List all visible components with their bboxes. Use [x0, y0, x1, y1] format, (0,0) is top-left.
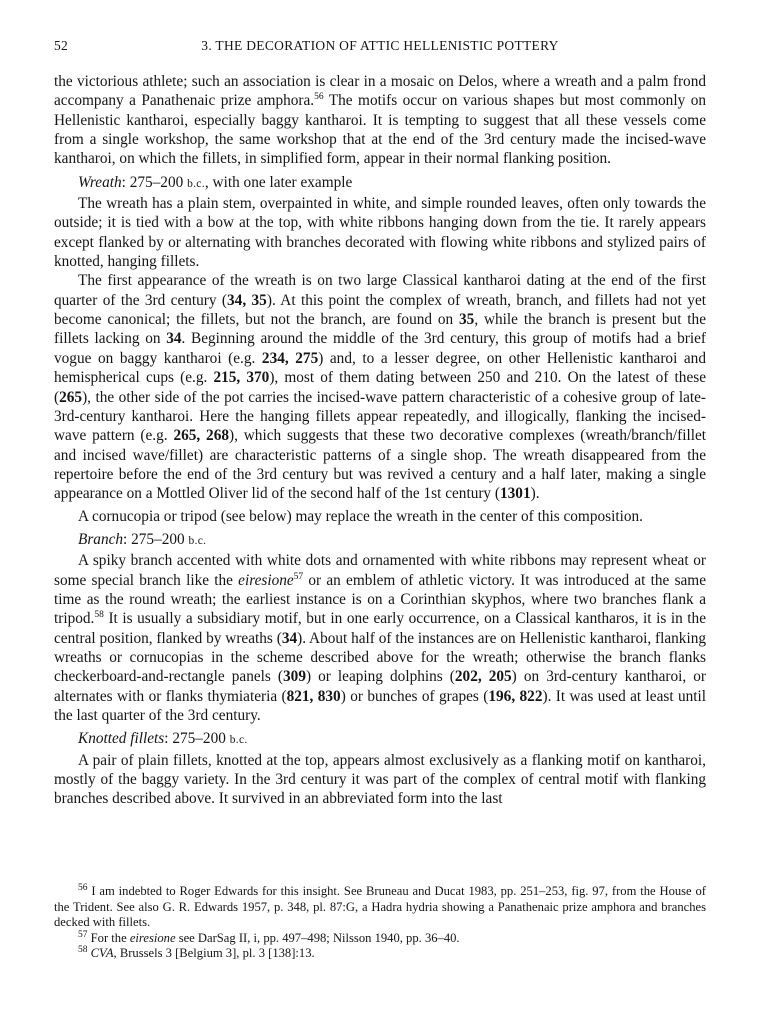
section-heading-knotted-fillets: Knotted fillets: 275–200 b.c. [78, 730, 248, 748]
catalogue-ref: 265, 268 [173, 427, 229, 445]
paragraph: the victorious athlete; such an association is clear in a mosaic on Delos, where a wreath and a palm frond accompany a Panathenaic prize amphora.$^{56}$ The motifs occur on various shapes but most commonly on Hellenistic kantharoi, especially baggy kantharoi. It is tempting to suggest that all these vessels come from a single workshop, the same workshop that at the end of the 3rd century made the incised-wave kantharoi, on which the fillets, in simplified form, appear in their normal flanking position. [54, 73, 706, 168]
running-title: 3. THE DECORATION OF ATTIC HELLENISTIC POTTERY [201, 38, 559, 53]
section-heading-wreath: Wreath: 275–200 b.c., with one later example [78, 173, 353, 191]
paragraph: The first appearance of the wreath is on two large Classical kantharoi dating at the end of the first quarter of the 3rd century (34, 35). At this point the complex of wreath, branch, and fillets had not yet become canonical; the fillets, but not the branch, are found on 35, while the branch is present but the fillets lacking on 34. Beginning around the middle of the 3rd century, this group of motifs had a brief vogue on baggy kantharoi (e.g. 234, 275) and, to a lesser degree, on other Hellenistic kantharoi and hemispherical cups (e.g. 215, 370), most of them dating between 250 and 210. On the latest of these (265), the other side of the pot carries the incised-wave pattern characteristic of a cohesive group of late-3rd-century kantharoi. Here the hanging fillets appear repeatedly, and illogically, flanking the incised-wave pattern (e.g. 265, 268), which suggests that these two decorative complexes (wreath/branch/fillet and incised wave/fillet) are characteristic patterns of a single shop. The wreath disappeared from the repertoire before the end of the 3rd century but was revived a century and a half later, making a single appearance on a Mottled Oliver lid of the second half of the 1st century (1301). [54, 272, 706, 503]
paragraph: A cornucopia or tripod (see below) may replace the wreath in the center of this composition. [78, 507, 643, 525]
catalogue-ref: 234, 275 [261, 349, 319, 367]
catalogue-ref: 196, 822 [488, 687, 543, 705]
footnote-56: $^{56}$ I am indebted to Roger Edwards for this insight. See Bruneau and Ducat 1983, pp. 251–253, fig. 97, from the House of the Trident. See also G. R. Edwards 1957, p. 348, pl. 87:G, a Hadra hydria showing a Panathenaic prize amphora and branches decked with fillets. [54, 883, 706, 930]
footnote-58: $^{58}$ CVA, Brussels 3 [Belgium 3], pl. 3 [138]:13. [78, 945, 315, 961]
footnote-ref[interactable]: 57 [293, 571, 304, 582]
catalogue-ref: 215, 370 [213, 369, 270, 387]
page [54, 38, 706, 809]
paragraph: The wreath has a plain stem, overpainted in white, and simple rounded leaves, often only towards the outside; it is tied with a bow at the top, with white ribbons hanging down from the tie. It rarely appears except flanked by or alternating with branches decorated with flowing white ribbons and stylized pairs of knotted, hanging fillets. [54, 195, 706, 271]
catalogue-ref: 309 [283, 668, 306, 686]
footnote-ref[interactable]: 58 [94, 610, 104, 621]
footnote-57: $^{57}$ For the eiresione see DarSag II, i, pp. 497–498; Nilsson 1940, pp. 36–40. [78, 929, 460, 945]
catalogue-ref: 34 [166, 330, 182, 348]
paragraph: A pair of plain fillets, knotted at the top, appears almost exclusively as a flanking motif on kantharoi, mostly of the baggy variety. In the 3rd century it was part of the complex of central motif with flanking branches described above. It survived in an abbreviated form into the last [54, 751, 706, 808]
footnotes [54, 884, 706, 962]
running-header [54, 38, 706, 62]
body-text [54, 72, 706, 809]
page-number: 52 [54, 38, 69, 53]
catalogue-ref: 1301 [500, 485, 531, 503]
paragraph: A spiky branch accented with white dots and ornamented with white ribbons may represent wheat or some special branch like the eiresione$^{57}$ or an emblem of athletic victory. It was introduced at the same time as the round wreath; the earliest instance is on a Corinthian skyphos, where two branches flank a tripod.$^{58}$ It is usually a subsidiary motif, but in one early occurrence, on a Classical kantharos, it is in the central position, flanked by wreaths (34). About half of the instances are on Hellenistic kantharoi, flanking wreaths or cornucopias in the scheme described above for the wreath; otherwise the branch flanks checkerboard-and-rectangle panels (309) or leaping dolphins (202, 205) on 3rd-century kantharoi, or alternates with or flanks thymiateria (821, 830) or bunches of grapes (196, 822). It was used at least until the last quarter of the 3rd century. [54, 552, 707, 724]
catalogue-ref: 34, 35 [227, 291, 267, 309]
catalogue-ref: 202, 205 [454, 668, 512, 686]
catalogue-ref: 265 [59, 388, 83, 406]
section-heading-branch: Branch: 275–200 b.c. [78, 530, 207, 548]
footnote-ref[interactable]: 56 [314, 92, 324, 103]
catalogue-ref: 35 [459, 311, 475, 329]
catalogue-ref: 821, 830 [286, 687, 341, 705]
catalogue-ref: 34 [281, 629, 298, 647]
